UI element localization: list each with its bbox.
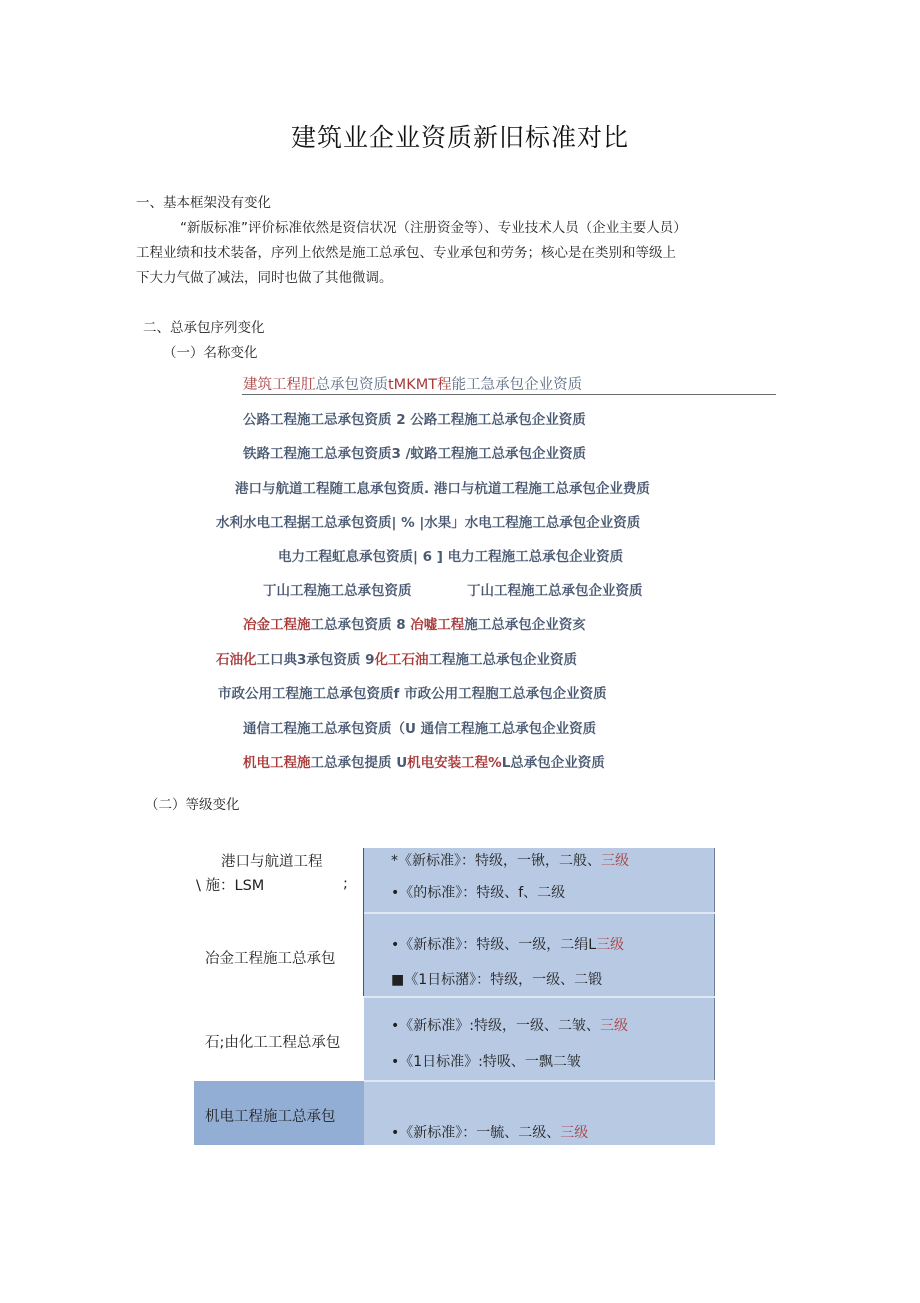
grade-row-3-new-red: 三级 (599, 1018, 628, 1034)
name-change-row-5: 水利水电工程据工总承包资质| % |水果」水电工程施工总承包企业资质 (216, 515, 641, 531)
section1-heading: 一、基本框架没有变化 (136, 195, 271, 211)
page-title: 建筑业企业资质新旧标准对比 (290, 123, 629, 152)
row9-part-b: 工口典3承包资质 9 (256, 652, 375, 668)
name-change-row-2: 公路工程施工忌承包资质 2 公路工程施工总承包企业资质 (243, 412, 586, 428)
name-change-row-7-old: 丁山工程施工总承包资质 (263, 583, 412, 599)
row-separator (364, 912, 715, 914)
row1-part-a: 建筑工程肛 (243, 377, 316, 393)
row8-part-a: 冶金工程施 (243, 617, 311, 633)
grade-row-2-old: ■《1日标潴》：特级，一级、二锻 (391, 972, 603, 988)
grade-row-4-new (391, 1122, 588, 1142)
name-change-row-9 (216, 648, 577, 668)
name-change-row-7-new: 丁山工程施工总承包企业资质 (467, 583, 643, 599)
grade-row-1-new-text: *《新标准》：特级，一锹，二般、 (391, 853, 601, 869)
section2-sub1: （一）名称变化 (163, 345, 258, 361)
name-change-row-11: 通信工程施工总承包资质（U 通信工程施工总承包企业资质 (243, 721, 597, 737)
row12-part-b: 工总承包提质 U (310, 755, 408, 771)
row8-part-c: 冶嘘工程 (410, 617, 465, 633)
name-change-row-4: 港口与航道工程随工息承包资质. 港口与杭道工程施工总承包企业费质 (235, 481, 650, 497)
row1-part-d: 能工急承包企业资质 (451, 377, 583, 393)
grade-row-1-label-line1: 港口与航道工程 (221, 854, 323, 870)
row12-part-a: 机电工程施 (243, 755, 311, 771)
row1-part-b: 总承包资质 (315, 377, 388, 393)
name-change-row-6: 电力工程虹息承包资质| 6 ] 电力工程施工总承包企业资质 (278, 549, 624, 565)
grade-row-4-new-red: 三级 (560, 1125, 589, 1141)
grade-row-4-label: 机电工程施工总承包 (205, 1109, 336, 1125)
grade-row-3-new (391, 1015, 628, 1035)
name-change-row-1 (243, 373, 582, 394)
grade-table-divider (363, 848, 364, 996)
name-change-row-10: 市政公用工程施工总承包资质f 市政公用工程胞工总承包企业资质 (218, 686, 607, 702)
grade-row-1-semicolon: ; (343, 876, 348, 892)
section1-para-line3: 下大力气做了减法，同时也做了其他微调。 (136, 270, 393, 286)
row9-part-c: 化工石油 (374, 652, 429, 668)
section1-para-line1: “新版标准”评价标准依然是资信状况（注册资金等）、专业技术人员（企业主要人员） (180, 220, 687, 236)
grade-row-2-label: 冶金工程施工总承包 (205, 951, 336, 967)
grade-row-1-new-red: 三级 (601, 853, 629, 869)
row9-part-a: 石油化 (216, 652, 257, 668)
row-separator (364, 996, 715, 998)
grade-table-right-border (714, 848, 715, 1080)
grade-row-1-new (391, 850, 629, 870)
grade-row-4-new-text: •《新标准》：一毓、二级、 (391, 1125, 561, 1141)
row8-part-d: 施工总承包企业资亥 (464, 617, 586, 633)
name-change-row-8 (243, 613, 586, 633)
name-change-row-3: 铁路工程施工总承包资质3 /蚊路工程施工总承包企业资质 (243, 446, 587, 462)
grade-row-1-old: •《的标准》：特级、f、二级 (391, 885, 566, 901)
section1-para-line2: 工程业绩和技术装备，序列上依然是施工总承包、专业承包和劳务；核心是在类别和等级上 (136, 245, 676, 261)
name-change-row-12 (243, 751, 605, 771)
row1-part-c: tMKMT程 (388, 377, 452, 393)
row8-part-b: 工总承包资质 8 (310, 617, 411, 633)
row12-part-c: 机电安装工程% (407, 755, 502, 771)
grade-row-1-label-line2: \ 施：LSM (196, 878, 265, 894)
row-separator (364, 1080, 715, 1082)
grade-row-2-new-text: •《新标准》：特级、一级，二绢L (391, 937, 597, 953)
grade-row-3-new-text: •《新标准》:特级，一级、二皱、 (391, 1018, 600, 1034)
grade-row-3-label: 石;由化工工程总承包 (205, 1035, 341, 1051)
grade-row-3-old: •《1日标准》:特吸、一飘二皱 (391, 1054, 581, 1070)
grade-row-2-new-red: 三级 (596, 937, 625, 953)
row9-part-d: 工程施工总承包企业资质 (428, 652, 577, 668)
grade-row-2-new (391, 934, 624, 954)
section2-heading: 二、总承包序列变化 (143, 320, 265, 336)
divider-line (242, 394, 776, 395)
row12-part-d: L总承包企业资质 (501, 755, 605, 771)
section2-sub2: （二）等级变化 (145, 797, 240, 813)
